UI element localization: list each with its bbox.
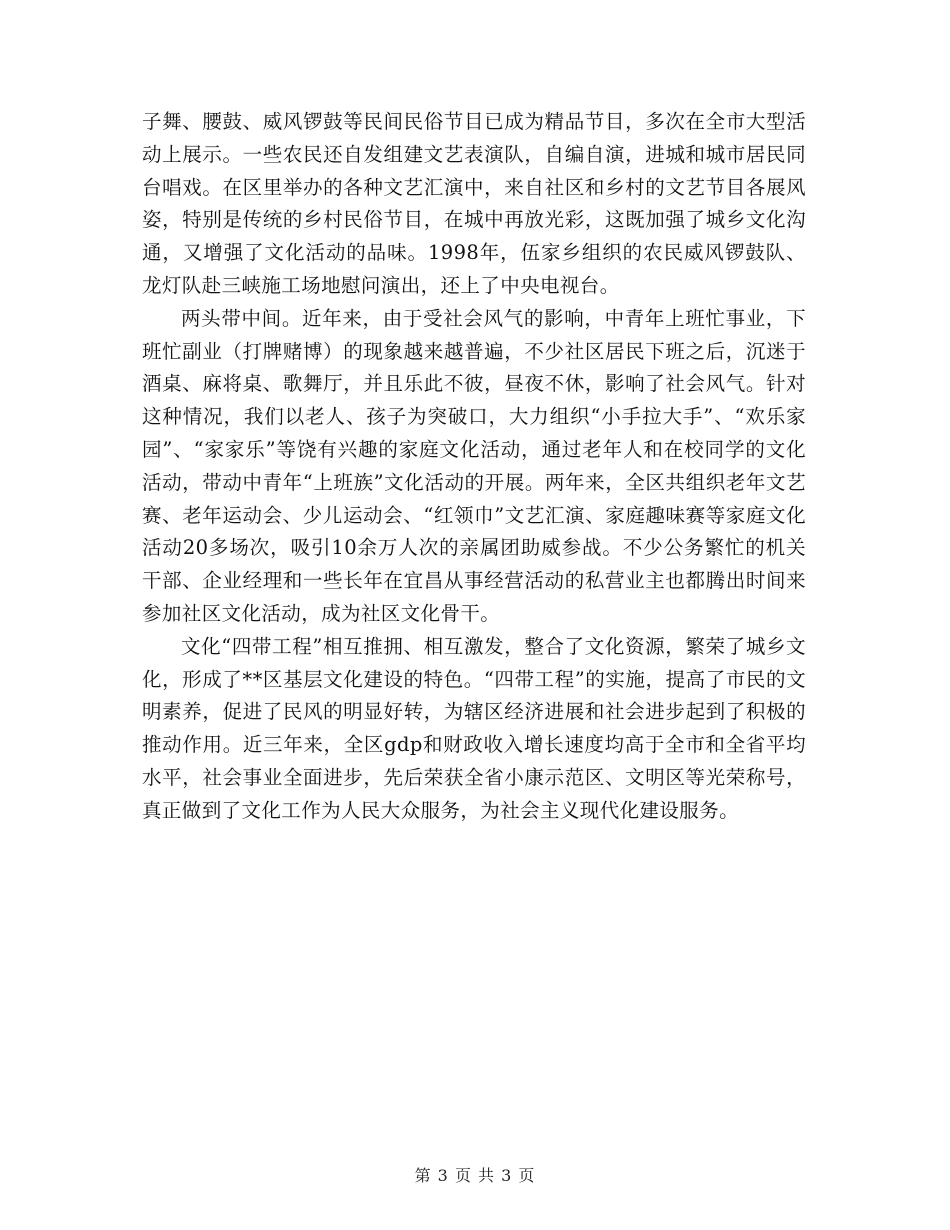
paragraph-continued: 子舞、腰鼓、威风锣鼓等民间民俗节目已成为精品节目，多次在全市大型活动上展示。一些农民还自发组建文艺表演队，自编自演，进城和城市居民同台唱戏。在区里举办的各种文艺汇演中，来自社区和乡村的文艺节目各展风姿，特别是传统的乡村民俗节目，在城中再放光彩，这既加强了城乡文化沟通，又增强了文化活动的品味。1998年，伍家乡组织的农民威风锣鼓队、龙灯队赴三峡施工场地慰问演出，还上了中央电视台。 [142,110,806,297]
paragraph-two-ends-middle: 两头带中间。近年来，由于受社会风气的影响，中青年上班忙事业，下班忙副业（打牌赌博）的现象越来越普遍，不少社区居民下班之后，沉迷于酒桌、麻将桌、歌舞厅，并且乐此不彼，昼夜不休，影响了社会风气。针对这种情况，我们以老人、孩子为突破口，大力组织“小手拉大手”、“欢乐家园”、“家家乐”等饶有兴趣的家庭文化活动，通过老年人和在校同学的文化活动，带动中青年“上班族”文化活动的开展。两年来，全区共组织老年文艺赛、老年运动会、少儿运动会、“红领巾”文艺汇演、家庭趣味赛等家庭文化活动20多场次，吸引10余万人次的亲属团助威参战。不少公务繁忙的机关干部、企业经理和一些长年在宜昌从事经营活动的私营业主也都腾出时间来参加社区文化活动，成为社区文化骨干。 [142,306,806,625]
page-number-footer: 第 3 页 共 3 页 [414,1166,536,1185]
document-body [142,106,806,828]
paragraph-four-bands-summary: 文化“四带工程”相互推拥、相互激发，整合了文化资源，繁荣了城乡文化，形成了**区基层文化建设的特色。“四带工程”的实施，提高了市民的文明素养，促进了民风的明显好转，为辖区经济进展和社会进步起到了积极的推动作用。近三年来，全区gdp和财政收入增长速度均高于全市和全省平均水平，社会事业全面进步，先后荣获全省小康示范区、文明区等光荣称号，真正做到了文化工作为人民大众服务，为社会主义现代化建设服务。 [142,634,806,822]
